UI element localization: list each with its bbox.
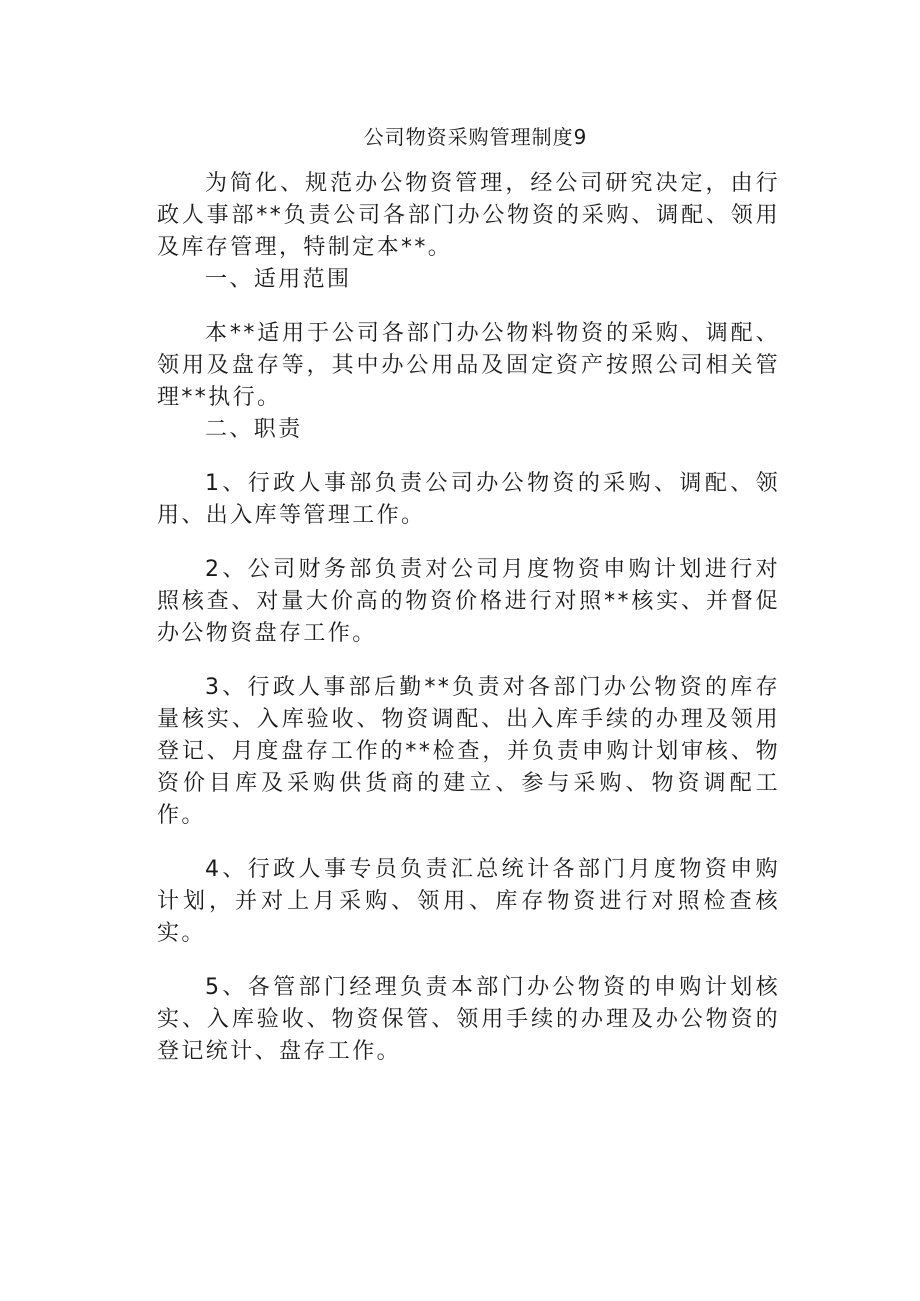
document-title: 公司物资采购管理制度9 bbox=[363, 125, 588, 149]
intro-paragraph: 为简化、规范办公物资管理，经公司研究决定，由行政人事部**负责公司各部门办公物资的采购、调配、领用及库存管理，特制定本**。 bbox=[157, 171, 780, 260]
duty-item-1: 1、行政人事部负责公司办公物资的采购、调配、领用、出入库等管理工作。 bbox=[157, 471, 780, 528]
section-heading-scope: 一、适用范围 bbox=[205, 267, 352, 292]
scope-paragraph: 本**适用于公司各部门办公物料物资的采购、调配、领用及盘存等，其中办公用品及固定资产按照公司相关管理**执行。 bbox=[157, 321, 780, 410]
section-heading-duties: 二、职责 bbox=[205, 417, 303, 442]
duty-item-3: 3、行政人事部后勤**负责对各部门办公物资的库存量核实、入库验收、物资调配、出入库手续的办理及领用登记、月度盘存工作的**检查，并负责申购计划审核、物资价目库及采购供货商的建立、参与采购、物资调配工作。 bbox=[157, 675, 780, 828]
duty-item-2: 2、公司财务部负责对公司月度物资申购计划进行对照核查、对量大价高的物资价格进行对照**核实、并督促办公物资盘存工作。 bbox=[157, 557, 780, 646]
duty-item-5: 5、各管部门经理负责本部门办公物资的申购计划核实、入库验收、物资保管、领用手续的办理及办公物资的登记统计、盘存工作。 bbox=[157, 975, 780, 1064]
duty-item-4: 4、行政人事专员负责汇总统计各部门月度物资申购计划，并对上月采购、领用、库存物资进行对照检查核实。 bbox=[157, 857, 780, 946]
